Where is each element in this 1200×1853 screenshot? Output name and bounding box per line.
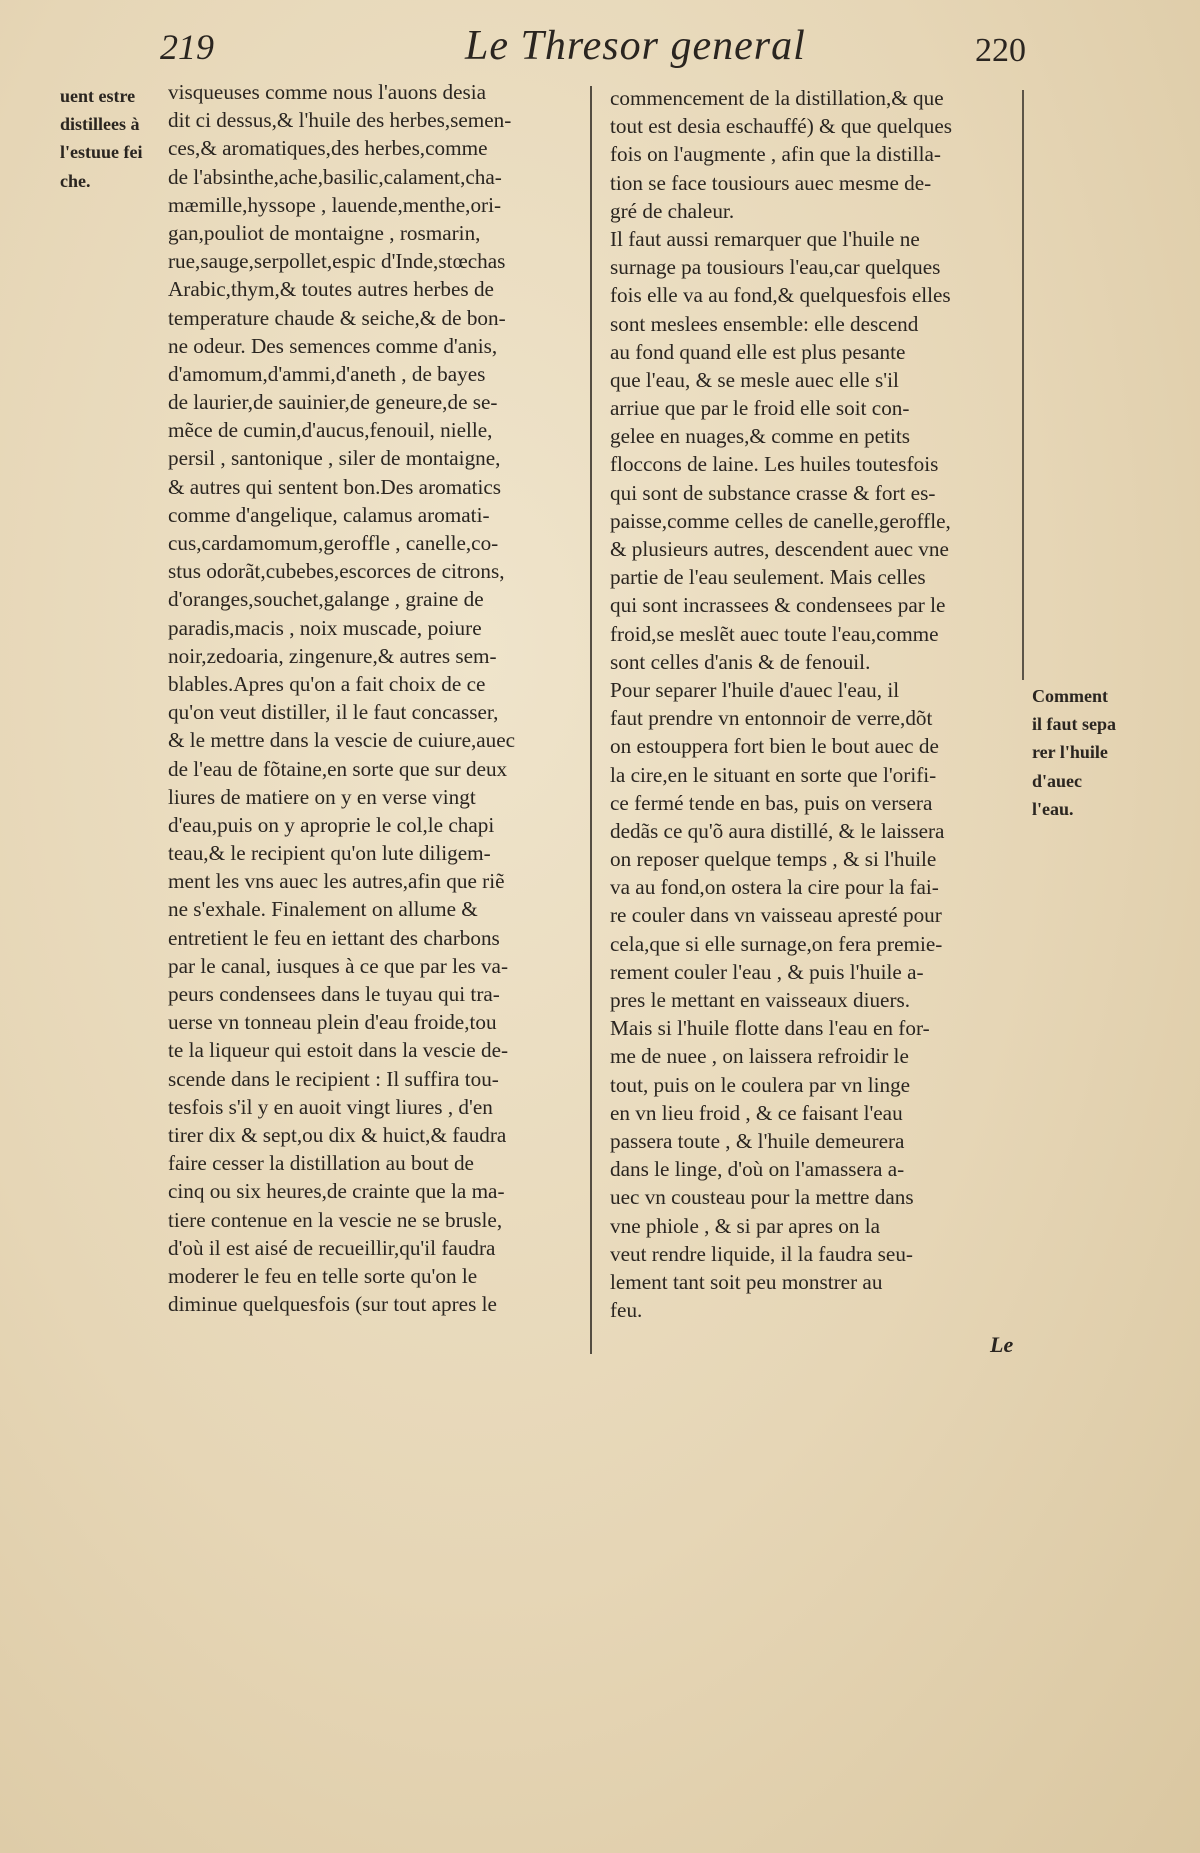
text-line: rue,sauge,serpollet,espic d'Inde,stœchas: [168, 249, 506, 274]
text-line: teau,& le recipient qu'on lute diligem-: [168, 841, 491, 866]
text-line: cela,que si elle surnage,on fera premie-: [610, 931, 943, 956]
column-divider: [590, 86, 592, 1354]
text-column-left: [168, 78, 588, 1318]
margin-note-right: [1032, 686, 1116, 827]
text-line: ne s'exhale. Finalement on allume &: [168, 897, 478, 922]
running-title: Le Thresor general: [465, 23, 806, 69]
text-line: fois on l'augmente , afin que la distilla-: [610, 142, 941, 167]
text-line: commencement de la distillation,& que: [610, 86, 944, 110]
text-line: d'oranges,souchet,galange , graine de: [168, 587, 484, 612]
page-number-right: 220: [975, 32, 1026, 69]
text-line: cus,cardamomum,geroffle , canelle,co-: [168, 531, 499, 555]
text-line: sont meslees ensemble: elle descend: [610, 311, 919, 336]
text-line: on reposer quelque temps , & si l'huile: [610, 847, 937, 872]
text-line: persil , santonique , siler de montaigne,: [168, 446, 501, 471]
text-line: tirer dix & sept,ou dix & huict,& faudra: [168, 1122, 507, 1147]
text-line: noir,zedoaria, zingenure,& autres sem-: [168, 643, 497, 668]
margin-note-line: rer l'huile: [1032, 742, 1108, 763]
text-line: scende dans le recipient : Il suffira tou-: [168, 1066, 499, 1091]
margin-note-line: uent estre: [60, 86, 136, 106]
text-line: te la liqueur qui estoit dans la vescie de-: [168, 1038, 509, 1063]
text-line: fois elle va au fond,& quelquesfois elles: [610, 283, 951, 308]
text-line: dans le linge, d'où on l'amassera a-: [610, 1157, 905, 1182]
page-number-left: 219: [160, 27, 214, 67]
text-line: Arabic,thym,& toutes autres herbes de: [168, 277, 494, 302]
text-line: la cire,en le situant en sorte que l'orifi-: [610, 762, 937, 787]
text-line: ces,& aromatiques,des herbes,comme: [168, 136, 488, 161]
margin-note-line: il faut sepa: [1032, 714, 1117, 735]
text-line: de l'eau de fõtaine,en sorte que sur deux: [168, 756, 508, 781]
text-line: dit ci dessus,& l'huile des herbes,semen-: [168, 108, 512, 133]
text-line: feu.: [610, 1298, 643, 1323]
text-line: Pour separer l'huile d'auec l'eau, il: [610, 677, 900, 702]
text-line: peurs condensees dans le tuyau qui tra-: [168, 982, 500, 1006]
margin-note-line: l'eau.: [1032, 798, 1074, 819]
text-line: gan,pouliot de montaigne , rosmarin,: [168, 220, 481, 245]
text-line: d'eau,puis on y aproprie le col,le chapi: [168, 812, 495, 837]
text-line: cinq ou six heures,de crainte que la ma-: [168, 1179, 505, 1204]
text-line: on estouppera fort bien le bout auec de: [610, 734, 939, 759]
text-line: ce fermé tende en bas, puis on versera: [610, 790, 933, 815]
page-header: [0, 22, 1200, 72]
margin-note-line: l'estuue fei: [60, 142, 143, 163]
text-line: tout est desia eschauffé) & que quelques: [610, 114, 953, 139]
text-line: temperature chaude & seiche,& de bon-: [168, 305, 506, 330]
text-line: d'amomum,d'ammi,d'aneth , de bayes: [168, 361, 486, 386]
text-line: Mais si l'huile flotte dans l'eau en for-: [610, 1016, 930, 1041]
text-line: pres le mettant en vaisseaux diuers.: [610, 988, 911, 1012]
text-line: entretient le feu en iettant des charbons: [168, 925, 500, 950]
margin-note-line: d'auec: [1032, 770, 1083, 791]
margin-note-line: che.: [60, 170, 91, 191]
text-line: tion se face tousiours auec mesme de-: [610, 170, 932, 195]
text-line: & le mettre dans la vescie de cuiure,auec: [168, 728, 516, 753]
text-line: au fond quand elle est plus pesante: [610, 339, 906, 364]
margin-note-line: distillees à: [60, 114, 140, 135]
text-line: faut prendre vn entonnoir de verre,dõt: [610, 706, 933, 731]
text-line: tesfois s'il y en auoit vingt liures , d'en: [168, 1094, 493, 1119]
text-line: gelee en nuages,& comme en petits: [610, 424, 911, 449]
text-line: de l'absinthe,ache,basilic,calament,cha-: [168, 164, 502, 189]
text-line: tout, puis on le coulera par vn linge: [610, 1072, 911, 1097]
text-line: d'où il est aisé de recueillir,qu'il faudra: [168, 1235, 496, 1260]
text-column-right: [610, 84, 1028, 1324]
text-line: par le canal, iusques à ce que par les va-: [168, 953, 509, 978]
text-line: re couler dans vn vaisseau apresté pour: [610, 903, 942, 928]
text-line: que l'eau, & se mesle auec elle s'il: [610, 367, 899, 392]
text-line: dedãs ce qu'õ aura distillé, & le laissera: [610, 818, 945, 843]
text-line: uec vn cousteau pour la mettre dans: [610, 1185, 914, 1210]
text-line: mẽce de cumin,d'aucus,fenouil, nielle,: [168, 418, 493, 443]
text-line: ment les vns auec les autres,afin que riẽ: [168, 869, 505, 894]
text-line: & plusieurs autres, descendent auec vne: [610, 537, 949, 561]
text-line: lement tant soit peu monstrer au: [610, 1269, 883, 1294]
text-line: & autres qui sentent bon.Des aromatics: [168, 474, 502, 499]
text-line: visqueuses comme nous l'auons desia: [168, 80, 487, 104]
text-line: passera toute , & l'huile demeurera: [610, 1128, 905, 1153]
text-line: ne odeur. Des semences comme d'anis,: [168, 333, 498, 358]
text-line: blables.Apres qu'on a fait choix de ce: [168, 671, 486, 696]
text-line: Il faut aussi remarquer que l'huile ne: [610, 226, 920, 251]
text-line: uerse vn tonneau plein d'eau froide,tou: [168, 1010, 497, 1035]
text-line: mæmille,hyssope , lauende,menthe,ori-: [168, 192, 502, 217]
text-line: stus odorãt,cubebes,escorces de citrons,: [168, 559, 505, 584]
text-line: qu'on veut distiller, il le faut concasser,: [168, 700, 499, 725]
text-line: comme d'angelique, calamus aromati-: [168, 502, 490, 527]
text-line: me de nuee , on laissera refroidir le: [610, 1044, 909, 1069]
text-line: moderer le feu en telle sorte qu'on le: [168, 1263, 478, 1288]
text-line: vne phiole , & si par apres on la: [610, 1213, 881, 1238]
text-line: veut rendre liquide, il la faudra seu-: [610, 1241, 913, 1266]
text-line: faire cesser la distillation au bout de: [168, 1151, 474, 1176]
text-line: partie de l'eau seulement. Mais celles: [610, 565, 926, 590]
text-line: diminue quelquesfois (sur tout apres le: [168, 1292, 497, 1317]
text-line: qui sont de substance crasse & fort es-: [610, 480, 936, 505]
text-line: de laurier,de sauinier,de geneure,de se-: [168, 390, 498, 415]
text-line: rement couler l'eau , & puis l'huile a-: [610, 959, 924, 984]
text-line: floccons de laine. Les huiles toutesfois: [610, 452, 939, 477]
text-line: surnage pa tousiours l'eau,car quelques: [610, 255, 941, 280]
text-line: paradis,macis , noix muscade, poiure: [168, 615, 482, 640]
bleed-through-texture: [150, 1360, 1030, 1780]
text-line: arriue que par le froid elle soit con-: [610, 396, 910, 421]
text-line: va au fond,on ostera la cire pour la fai-: [610, 875, 939, 900]
text-line: gré de chaleur.: [610, 198, 735, 223]
text-line: qui sont incrassees & condensees par le: [610, 593, 946, 618]
catchword: Le: [990, 1332, 1014, 1357]
text-line: froid,se meslẽt auec toute l'eau,comme: [610, 621, 939, 646]
text-line: en vn lieu froid , & ce faisant l'eau: [610, 1100, 903, 1125]
text-line: liures de matiere on y en verse vingt: [168, 784, 476, 809]
text-line: sont celles d'anis & de fenouil.: [610, 649, 871, 674]
text-line: paisse,comme celles de canelle,geroffle,: [610, 508, 951, 533]
text-line: tiere contenue en la vescie ne se brusle,: [168, 1207, 503, 1232]
margin-note-line: Comment: [1032, 686, 1108, 706]
margin-note-left: [60, 86, 143, 199]
